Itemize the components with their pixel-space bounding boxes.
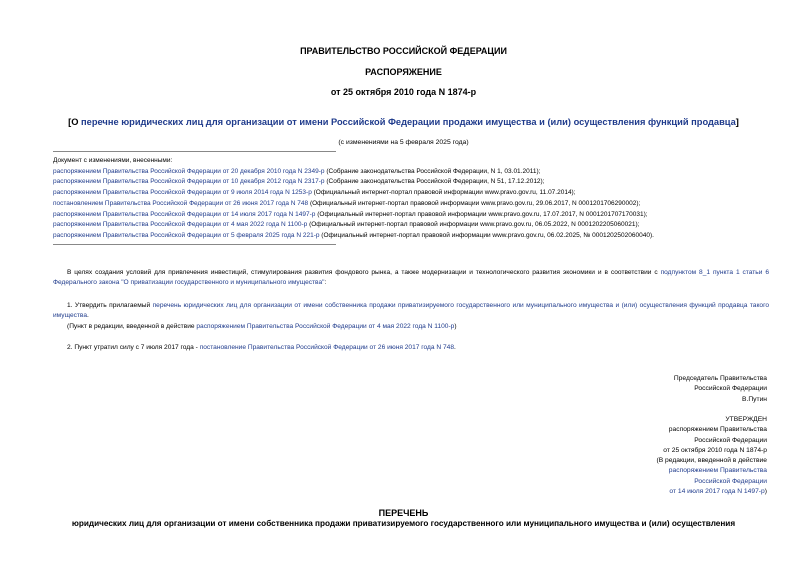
change-item: [53, 231, 654, 242]
p2-text: 2. Пункт утратил силу с 7 июля 2017 года -: [67, 344, 200, 351]
approval-block: [656, 415, 767, 497]
government-heading: ПРАВИТЕЛЬСТВО РОССИЙСКОЙ ФЕДЕРАЦИИ: [300, 46, 507, 56]
approved-link[interactable]: от 14 июля 2017 года N 1497-р: [669, 488, 765, 496]
preamble-end: :: [324, 279, 327, 287]
change-link[interactable]: распоряжением Правительства Российской Федерации от 10 декабря 2012 года N 2317-р: [53, 178, 325, 186]
p1-note-link[interactable]: распоряжением Правительства Российской Федерации от 4 мая 2022 года N 1100-р: [196, 323, 455, 330]
signature-country: Российской Федерации: [694, 385, 767, 393]
change-item: [53, 177, 654, 188]
changes-block: [53, 156, 654, 242]
change-link[interactable]: распоряжением Правительства Российской Федерации от 4 мая 2022 года N 1100-р: [53, 221, 308, 229]
approved-line: от 25 октября 2010 года N 1874-р: [663, 446, 767, 454]
p1-note-end: ): [454, 323, 457, 330]
change-source: (Официальный интернет-портал правовой информации www.pravo.gov.ru, 17.07.2017, N 0001201707170031);: [315, 210, 648, 218]
title-link[interactable]: перечне юридических лиц для организации от имени Российской Федерации продажи имущества и (или) осуществления функций продавца: [81, 117, 736, 127]
change-link[interactable]: распоряжением Правительства Российской Федерации от 5 февраля 2025 года N 221-р: [53, 231, 320, 239]
preamble-law-link[interactable]: подпунктом 8_1 пункта 1 статьи 6 Федерального закона "О приватизации государственного и муниципального имущества": [53, 269, 769, 287]
p2-link[interactable]: постановление Правительства Российской Федерации от 26 июня 2017 года N 748: [199, 344, 454, 351]
paragraph-1: [53, 301, 769, 322]
signature-position: Председатель Правительства: [673, 375, 767, 382]
p1-list-link[interactable]: перечень юридических лиц для организации от имени собственника продажи приватизируемого государственного или муниципального имущества и (или) осуществления функций продавца такого имущества: [53, 302, 769, 320]
approved-line: Российской Федерации: [694, 436, 767, 444]
change-item: [53, 210, 654, 221]
approved-link[interactable]: распоряжением Правительства: [668, 467, 767, 475]
approved-link[interactable]: Российской Федерации: [694, 477, 767, 485]
approved-line: распоряжением Правительства: [668, 426, 767, 434]
changes-top-divider: [53, 151, 336, 152]
change-link[interactable]: распоряжением Правительства Российской Федерации от 9 июля 2014 года N 1253-р: [53, 189, 312, 197]
list-subheading: юридических лиц для организации от имени собственника продажи приватизируемого государственного или муниципального имущества и (или) осуществления: [71, 519, 736, 528]
paragraph-1-note: [67, 322, 457, 332]
change-item: [53, 199, 654, 210]
changes-intro: Документ с изменениями, внесенными:: [53, 157, 173, 164]
change-link[interactable]: постановлением Правительства Российской Федерации от 26 июня 2017 года N 748: [53, 199, 309, 207]
preamble-text: В целях создания условий для привлечения инвестиций, стимулирования развития фондового рынка, а также модернизации и технологического развития экономики и в соответствии с: [67, 269, 661, 276]
change-source: (Собрание законодательства Российской Федерации, N 1, 03.01.2011);: [324, 167, 541, 175]
title-suffix: ]: [735, 117, 739, 127]
p1-note-text: (Пункт в редакции, введенной в действие: [67, 323, 197, 330]
approved-label: УТВЕРЖДЕН: [725, 416, 767, 423]
change-source: (Официальный интернет-портал правовой информации www.pravo.gov.ru, 11.07.2014);: [311, 189, 576, 197]
approved-edition-note: (В редакции, введенной в действие: [656, 457, 767, 465]
approved-close: ): [764, 488, 767, 496]
preamble-paragraph: [53, 268, 769, 289]
p1-text: 1. Утвердить прилагаемый: [67, 302, 153, 309]
signature-name: В.Путин: [742, 395, 767, 403]
change-link[interactable]: распоряжением Правительства Российской Федерации от 14 июля 2017 года N 1497-р: [53, 210, 316, 218]
signature-block: [674, 374, 767, 405]
change-source: (Официальный интернет-портал правовой информации www.pravo.gov.ru, 29.06.2017, N 0001201706290002);: [308, 199, 641, 207]
amendment-note: (с изменениями на 5 февраля 2025 года): [338, 139, 469, 146]
change-item: [53, 188, 654, 199]
change-source: (Официальный интернет-портал правовой информации www.pravo.gov.ru, 06.05.2022, N 0001202205060021);: [307, 221, 640, 229]
doc-type-heading: РАСПОРЯЖЕНИЕ: [365, 67, 442, 77]
change-item: [53, 220, 654, 231]
change-link[interactable]: распоряжением Правительства Российской Федерации от 20 декабря 2010 года N 2349-р: [53, 167, 325, 175]
date-number: от 25 октября 2010 года N 1874-р: [330, 87, 477, 97]
paragraph-2: [67, 343, 456, 353]
p1-end: .: [87, 312, 89, 320]
changes-bottom-divider: [53, 244, 336, 245]
title-prefix: [О: [68, 117, 82, 127]
change-item: [53, 167, 654, 178]
p2-end: .: [453, 344, 456, 351]
change-source: (Собрание законодательства Российской Федерации, N 51, 17.12.2012);: [324, 178, 545, 186]
change-source: (Официальный интернет-портал правовой информации www.pravo.gov.ru, 06.02.2025, № 0001202502060040).: [319, 231, 654, 239]
list-heading: ПЕРЕЧЕНЬ: [378, 508, 429, 518]
document-title: [0, 117, 807, 127]
